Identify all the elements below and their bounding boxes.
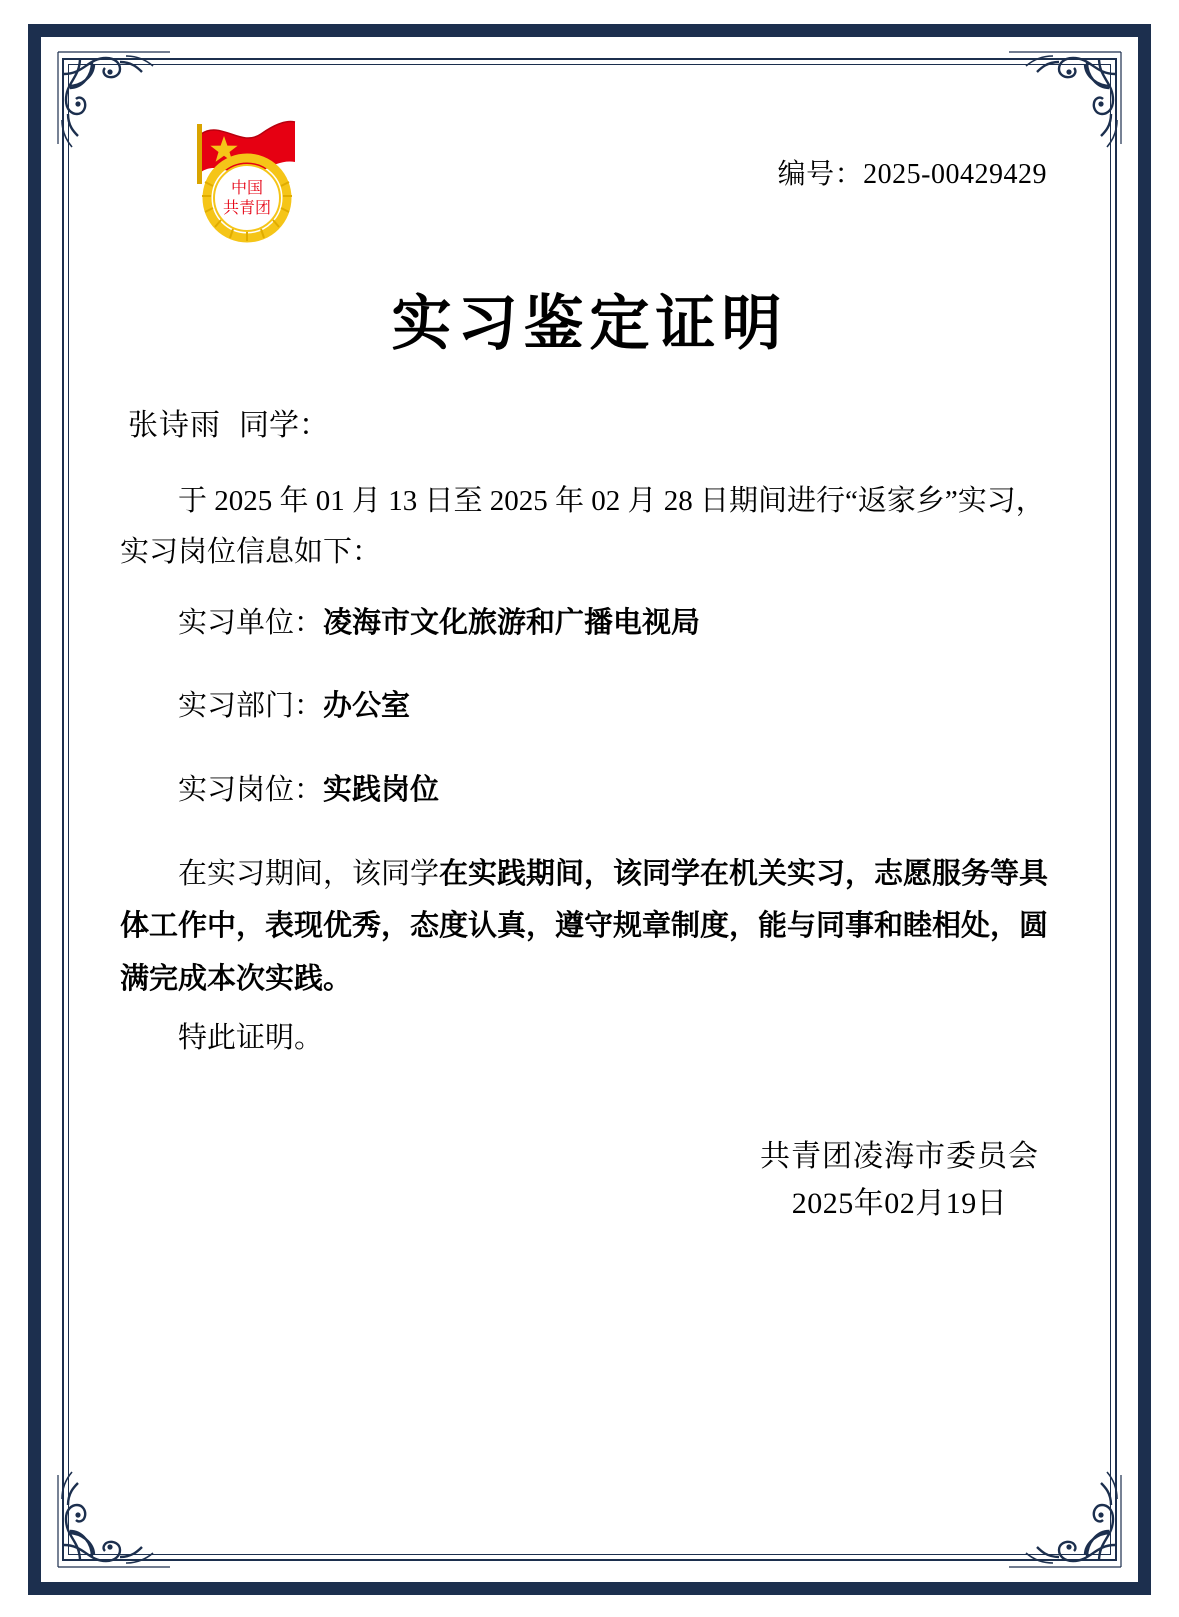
student-name: 张诗雨 (128, 409, 221, 442)
salutation (120, 398, 1059, 454)
salutation-suffix: 同学： (239, 409, 329, 442)
signature-organization: 共青团凌海市委员会 (760, 1140, 1039, 1173)
certificate-content (120, 80, 1059, 1527)
youth-league-emblem-icon (175, 98, 320, 253)
signature-date: 2025年02月19日 (791, 1186, 1008, 1220)
field-company-label: 实习单位： (178, 606, 324, 639)
serial-number (778, 152, 1047, 192)
field-department (120, 680, 1059, 734)
field-position-label: 实习岗位： (178, 774, 324, 806)
field-company (120, 597, 1059, 651)
signature-block (760, 1134, 1039, 1227)
evaluation-lead: 在实习期间，该同学 (178, 857, 440, 890)
field-position (120, 764, 1059, 818)
serial-value: 2025-00429429 (863, 159, 1047, 190)
closing-statement: 特此证明。 (178, 1021, 324, 1054)
page-title: 实习鉴定证明 (391, 291, 788, 357)
certificate-body (120, 398, 1059, 1066)
evaluation-paragraph (120, 848, 1059, 1006)
field-department-label: 实习部门： (178, 690, 324, 723)
field-department-value: 办公室 (323, 690, 411, 723)
evaluation-text: 在实践期间，该同学在机关实习，志愿服务等具体工作中，表现优秀，态度认真，遵守规章制度，能与同事和睦相处，圆满完成本次实践。 (120, 857, 1049, 996)
field-company-value: 凌海市文化旅游和广播电视局 (323, 606, 701, 639)
svg-text:中国: 中国 (230, 180, 264, 197)
serial-label: 编号： (777, 159, 864, 190)
svg-text:共青团: 共青团 (222, 200, 272, 217)
field-position-value: 实践岗位 (323, 774, 440, 806)
intro-paragraph: 于 2025 年 01 月 13 日至 2025 年 02 月 28 日期间进行“返家乡”实习，实习岗位信息如下： (120, 484, 1045, 569)
